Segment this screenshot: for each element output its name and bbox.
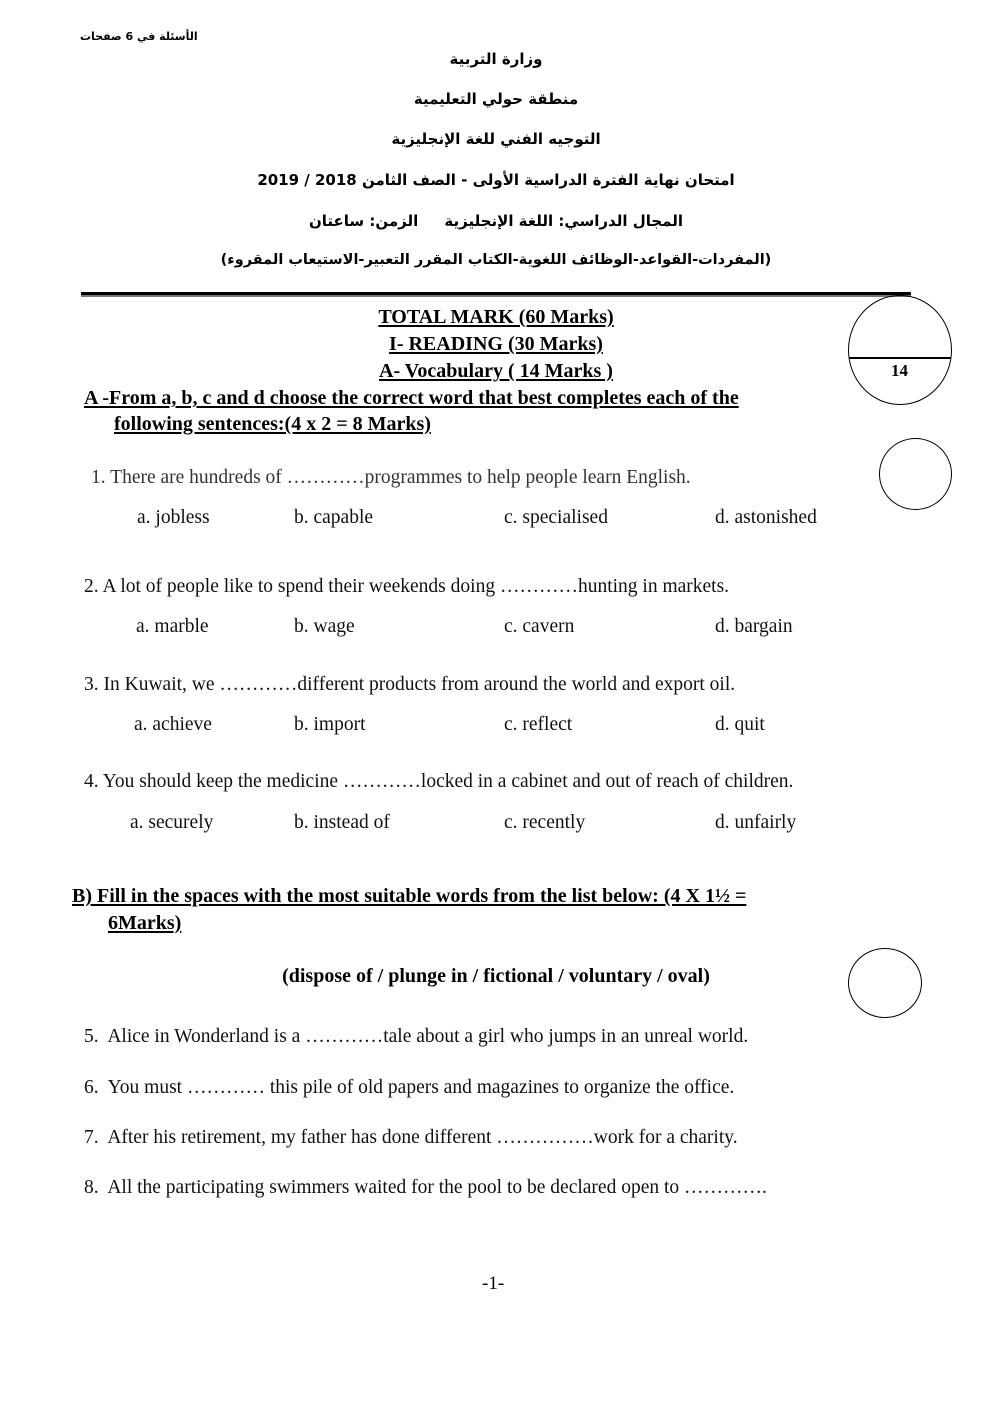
q4-option-a[interactable]: a. securely [130, 812, 214, 833]
district-title [0, 90, 992, 108]
section-b-score-circle [848, 948, 922, 1018]
q4-option-b[interactable]: b. instead of [294, 812, 390, 833]
vocabulary-heading: A- Vocabulary ( 14 Marks ) [379, 360, 613, 382]
score-circle-divider [849, 357, 951, 359]
question-4 [84, 771, 793, 793]
question-text-before: In Kuwait, we [103, 674, 220, 695]
ministry-title [0, 50, 992, 68]
q3-option-c[interactable]: c. reflect [504, 714, 573, 735]
q3-option-d[interactable]: d. quit [715, 714, 765, 735]
vocabulary-heading-row [0, 360, 992, 383]
question-text-after: hunting in markets. [577, 576, 730, 597]
q4-option-d[interactable]: d. unfairly [715, 812, 797, 833]
q3-option-a[interactable]: a. achieve [134, 714, 212, 735]
q4-option-c[interactable]: c. recently [504, 812, 586, 833]
question-number: 7. [84, 1127, 99, 1148]
vocabulary-total-score: 14 [891, 361, 908, 380]
question-number: 2. [84, 576, 99, 597]
section-a-score-circle [879, 438, 952, 510]
exam-title-text: امتحان نهاية الفترة الدراسية الأولى - الصف الثامن 2018 / 2019 [257, 171, 735, 189]
section-b-instruction-line1: B) Fill in the spaces with the most suitable words from the list below: (4 X 1½ = [72, 885, 747, 907]
answer-blank[interactable]: ………… [186, 1077, 265, 1098]
total-mark-heading: TOTAL MARK (60 Marks) [378, 306, 614, 328]
ministry-text: وزارة التربية [449, 50, 543, 68]
question-1 [91, 467, 691, 489]
question-text-before: All the participating swimmers waited for the pool to be declared open to [107, 1177, 685, 1198]
answer-blank[interactable]: ………… [499, 576, 578, 597]
word-list: (dispose of / plunge in / fictional / voluntary / oval) [282, 965, 710, 987]
q1-option-c[interactable]: c. specialised [504, 507, 608, 528]
question-7 [84, 1127, 738, 1149]
word-list-row [0, 965, 992, 988]
question-text-before: Alice in Wonderland is a [107, 1026, 306, 1047]
question-text-before: You should keep the medicine [102, 771, 343, 792]
question-number: 3. [84, 674, 99, 695]
answer-blank[interactable]: …………… [496, 1127, 594, 1148]
q1-option-b[interactable]: b. capable [294, 507, 374, 528]
question-text-before: You must [107, 1077, 187, 1098]
department-text: التوجيه الفني للغة الإنجليزية [391, 130, 601, 148]
question-number: 1. [91, 467, 106, 488]
section-a-instruction-line1: A -From a, b, c and d choose the correct word that best completes each of the [84, 387, 739, 409]
question-text-after: locked in a cabinet and out of reach of children. [420, 771, 794, 792]
answer-blank[interactable]: ………… [286, 467, 365, 488]
subject-time-text: المجال الدراسي: اللغة الإنجليزية الزمن: ساعتان [308, 212, 684, 230]
q2-option-d[interactable]: d. bargain [715, 616, 793, 637]
question-text-after: work for a charity. [593, 1127, 738, 1148]
page-number: -1- [482, 1273, 505, 1294]
question-text-before: There are hundreds of [110, 467, 287, 488]
question-text-before: A lot of people like to spend their weekends doing [102, 576, 500, 597]
question-number: 4. [84, 771, 99, 792]
page-count-note: الأسئلة في 6 صفحات [80, 30, 198, 43]
subject-time [0, 212, 992, 230]
question-text-after: programmes to help people learn English. [364, 467, 691, 488]
question-2 [84, 576, 729, 598]
exam-components-text: (المفردات-القواعد-الوظائف اللغوية-الكتاب المقرر التعبير-الاستيعاب المقروء) [220, 252, 772, 268]
answer-blank[interactable]: ………… [342, 771, 421, 792]
answer-blank[interactable]: ………… [219, 674, 298, 695]
q2-option-b[interactable]: b. wage [294, 616, 355, 637]
question-text-after: this pile of old papers and magazines to organize the office. [264, 1077, 735, 1098]
q2-option-c[interactable]: c. cavern [504, 616, 575, 637]
question-6 [84, 1077, 734, 1099]
q1-option-d[interactable]: d. astonished [715, 507, 817, 528]
section-b-instruction-line2: 6Marks) [108, 912, 182, 934]
q3-option-b[interactable]: b. import [294, 714, 366, 735]
reading-heading-row [0, 333, 992, 356]
question-number: 6. [84, 1077, 99, 1098]
question-text-after: tale about a girl who jumps in an unreal world. [383, 1026, 749, 1047]
vocabulary-score-circle [848, 295, 952, 405]
q2-option-a[interactable]: a. marble [136, 616, 209, 637]
question-text-before: After his retirement, my father has done different [107, 1127, 497, 1148]
question-3 [84, 674, 735, 696]
question-5 [84, 1026, 748, 1048]
question-8 [84, 1177, 767, 1199]
section-a-instruction-line2: following sentences:(4 x 2 = 8 Marks) [114, 413, 431, 435]
district-text: منطقة حولي التعليمية [413, 90, 579, 108]
exam-components [0, 252, 992, 268]
total-mark-heading-row [0, 306, 992, 329]
question-number: 5. [84, 1026, 99, 1047]
question-text-after: different products from around the world and export oil. [297, 674, 736, 695]
answer-blank[interactable]: …………. [684, 1177, 767, 1198]
reading-heading: I- READING (30 Marks) [389, 333, 603, 355]
q1-option-a[interactable]: a. jobless [137, 507, 210, 528]
department-title [0, 130, 992, 148]
exam-title [0, 171, 992, 189]
question-number: 8. [84, 1177, 99, 1198]
answer-blank[interactable]: ………… [305, 1026, 384, 1047]
header-divider-thin [81, 295, 911, 297]
